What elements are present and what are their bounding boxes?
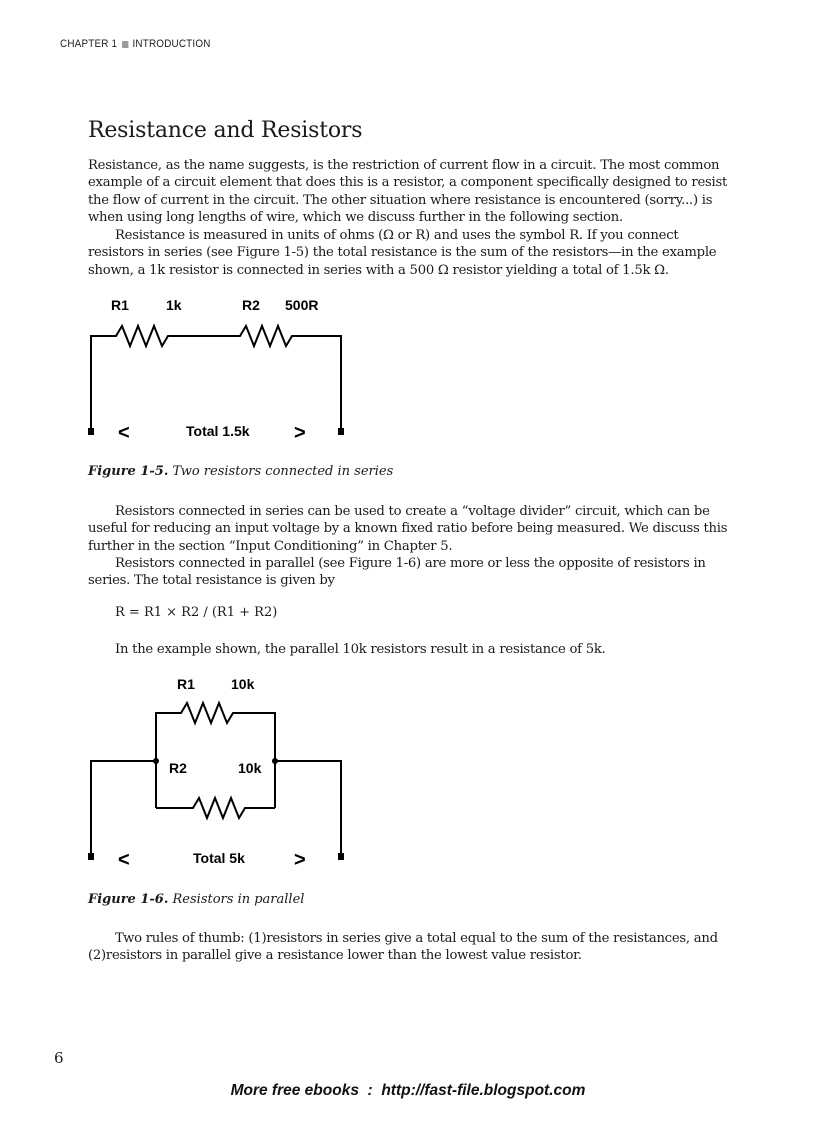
r1-value: 10k <box>231 676 255 692</box>
left-terminal <box>88 853 94 860</box>
right-terminal <box>338 853 344 860</box>
r1-value: 1k <box>166 297 182 313</box>
figure-1-5-caption <box>88 464 393 479</box>
chapter-title: INTRODUCTION <box>132 38 211 50</box>
running-head <box>60 38 211 50</box>
r2-value: 10k <box>238 760 262 776</box>
r2-value: 500R <box>285 297 319 313</box>
paragraph-2: Resistance is measured in units of ohms (Ω or R) and uses the symbol R. If you connect resistors in series (see Figure 1-5) the total resistance is the sum of the resistors—in the example shown, a 1k resistor is connected in series with a 500 Ω resistor yielding a total of 1.5k Ω. <box>88 228 717 278</box>
section-title: Resistance and Resistors <box>88 118 363 143</box>
page-number: 6 <box>54 1049 64 1067</box>
r1-label: R1 <box>177 676 195 692</box>
total-label: Total 5k <box>193 850 245 866</box>
formula: R = R1 × R2 / (R1 + R2) <box>115 605 278 620</box>
arrow-left: < <box>118 849 130 870</box>
arrow-right: > <box>294 849 306 870</box>
chapter-label: CHAPTER 1 <box>60 38 118 50</box>
left-junction <box>153 758 159 764</box>
paragraph-4: Resistors connected in parallel (see Figure 1-6) are more or less the opposite of resistors in series. The total resistance is given by <box>88 556 706 589</box>
arrow-right: > <box>294 422 306 444</box>
caption-number: Figure 1-6. <box>88 892 169 907</box>
paragraph-3: Resistors connected in series can be used to create a “voltage divider” circuit, which can be useful for reducing an input voltage by a known fixed ratio before being measured. We discuss this further in the section “Input Conditioning” in Chapter 5. <box>88 504 728 554</box>
left-lead-wire <box>91 761 156 855</box>
r1-label: R1 <box>111 297 129 313</box>
series-circuit-wire <box>91 326 341 430</box>
figure-1-5-diagram <box>80 290 370 450</box>
caption-text: Two resistors connected in series <box>172 464 394 479</box>
r2-label: R2 <box>242 297 260 313</box>
left-terminal <box>88 428 94 435</box>
caption-text: Resistors in parallel <box>172 892 305 907</box>
caption-number: Figure 1-5. <box>88 464 169 479</box>
figure-1-6-diagram <box>80 670 370 870</box>
lower-branch-wire <box>156 798 275 818</box>
paragraph-1: Resistance, as the name suggests, is the restriction of current flow in a circuit. The most common example of a circuit element that does this is a resistor, a component specifically designed to resist the flow of current in the circuit. The other situation where resistance is encountered (sorry...) is when using long lengths of wire, which we discuss further in the following section. <box>88 158 728 225</box>
right-lead-wire <box>275 761 341 855</box>
upper-branch-wire <box>156 703 275 808</box>
paragraph-5: In the example shown, the parallel 10k resistors result in a resistance of 5k. <box>115 642 606 657</box>
square-bullet-icon <box>122 41 128 48</box>
total-label: Total 1.5k <box>186 423 250 439</box>
right-terminal <box>338 428 344 435</box>
arrow-left: < <box>118 422 130 444</box>
figure-1-6-caption <box>88 892 304 907</box>
footer-link[interactable]: More free ebooks : http://fast-file.blogspot.com <box>230 1082 586 1099</box>
right-junction <box>272 758 278 764</box>
paragraph-6: Two rules of thumb: (1)resistors in series give a total equal to the sum of the resistances, and (2)resistors in parallel give a resistance lower than the lowest value resistor. <box>88 931 718 964</box>
r2-label: R2 <box>169 760 187 776</box>
